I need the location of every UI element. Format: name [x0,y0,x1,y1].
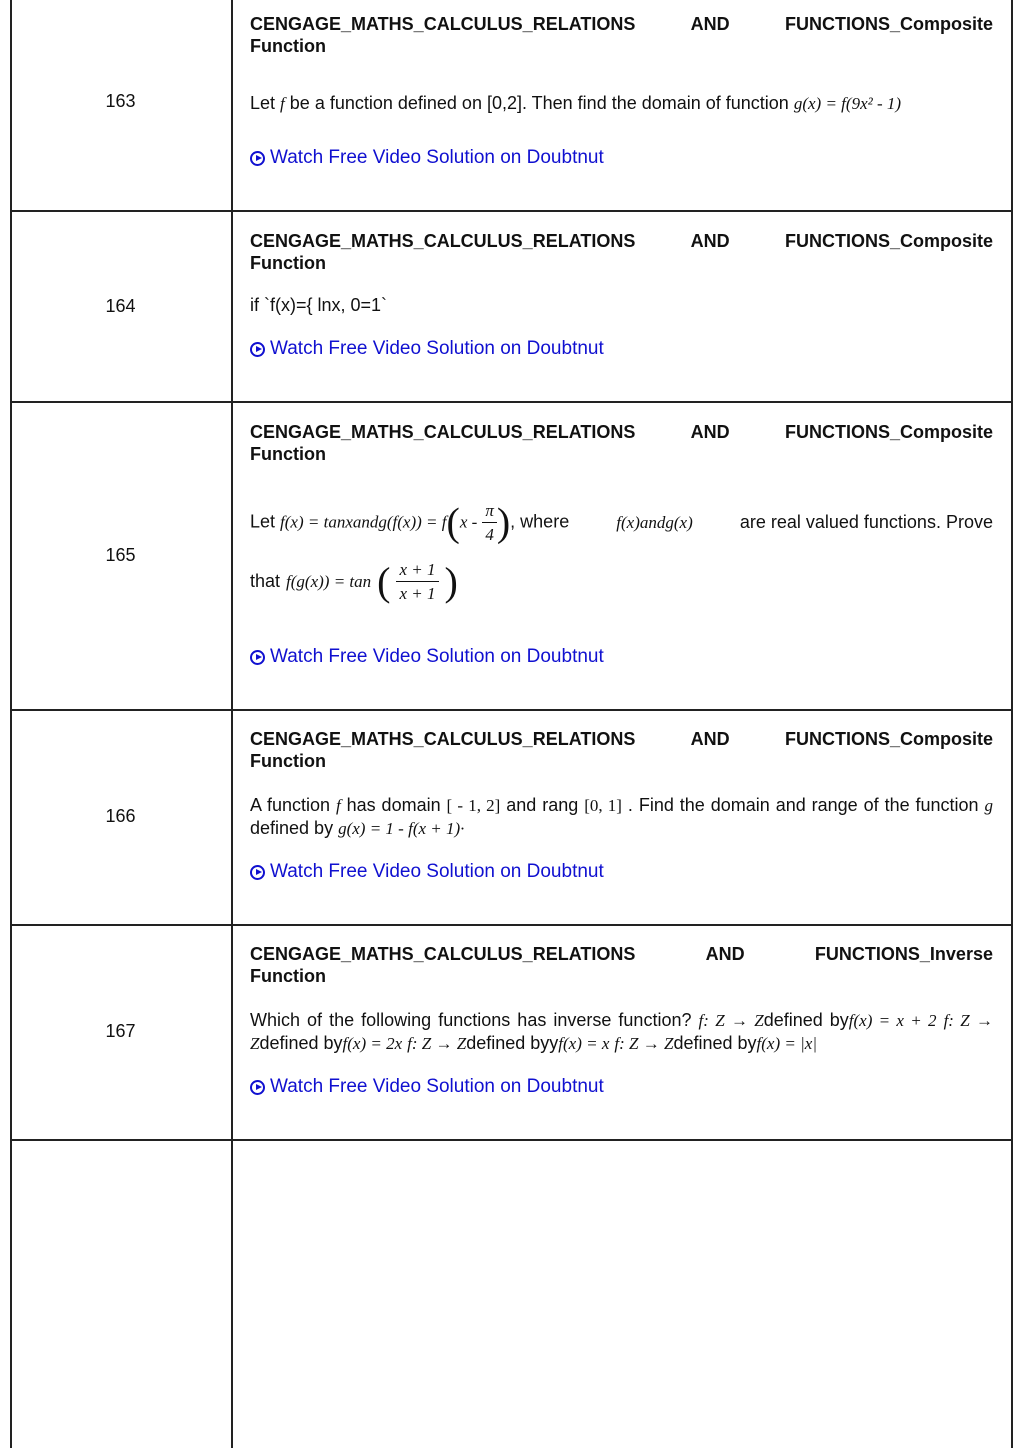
question-text: A function f has domain [ - 1, 2] and rang [0, 1] . Find the domain and range of the function g defined by g(x) = 1 - f(x + 1)· [250,795,994,838]
watch-video-link[interactable]: Watch Free Video Solution on Doubtnut [250,338,604,360]
question-text-continued: that f(g(x)) = tan ( $\frac{x + 1}{x + 1}$ ) [250,558,458,604]
question-title: CENGAGE_MATHS_CALCULUS_RELATIONS AND FUNCTIONS_Composite Function [250,14,993,56]
question-number: 166 [105,806,136,826]
question-cell [250,230,993,317]
question-title: CENGAGE_MATHS_CALCULUS_RELATIONS AND FUNCTIONS_Composite Function [250,231,993,273]
question-number: 163 [105,91,136,111]
watch-video-link[interactable]: Watch Free Video Solution on Doubtnut [250,646,604,668]
question-number: 165 [105,545,136,565]
question-text: if `f(x)={ lnx, 0=1` [250,295,388,315]
empty-table-row [10,1139,1013,1448]
question-cell [250,421,993,605]
watch-video-link[interactable]: Watch Free Video Solution on Doubtnut [250,147,604,169]
play-circle-icon [250,151,265,166]
question-text: Which of the following functions has inverse function? f: Z → Zdefined byf(x) = x + 2 f: Z → Zdefined byf(x) = 2x f: Z → Zdefined byyf(x) = x f: Z → Zdefined byf(x) = |x| [250,1010,993,1053]
question-text: Let f be a function defined on [0,2]. Then find the domain of function g(x) = f(9x² - 1) [250,93,902,113]
play-circle-icon [250,1080,265,1095]
question-cell [250,943,993,1055]
question-number: 164 [105,296,136,316]
play-circle-icon [250,342,265,357]
question-cell [250,728,993,840]
watch-video-link[interactable]: Watch Free Video Solution on Doubtnut [250,1076,604,1098]
question-number: 167 [105,1021,136,1041]
play-circle-icon [250,650,265,665]
watch-video-link[interactable]: Watch Free Video Solution on Doubtnut [250,861,604,883]
question-cell [250,13,993,115]
question-title: CENGAGE_MATHS_CALCULUS_RELATIONS AND FUNCTIONS_Composite Function [250,422,993,464]
question-title: CENGAGE_MATHS_CALCULUS_RELATIONS AND FUNCTIONS_Composite Function [250,729,993,771]
question-title: CENGAGE_MATHS_CALCULUS_RELATIONS AND FUNCTIONS_Inverse Function [250,944,993,986]
question-text: Let f(x) = tanxandg(f(x)) = f(x - $\frac{\pi}{4}$ ), where f(x)andg(x) are real valued functions. Prove [250,499,993,545]
play-circle-icon [250,865,265,880]
